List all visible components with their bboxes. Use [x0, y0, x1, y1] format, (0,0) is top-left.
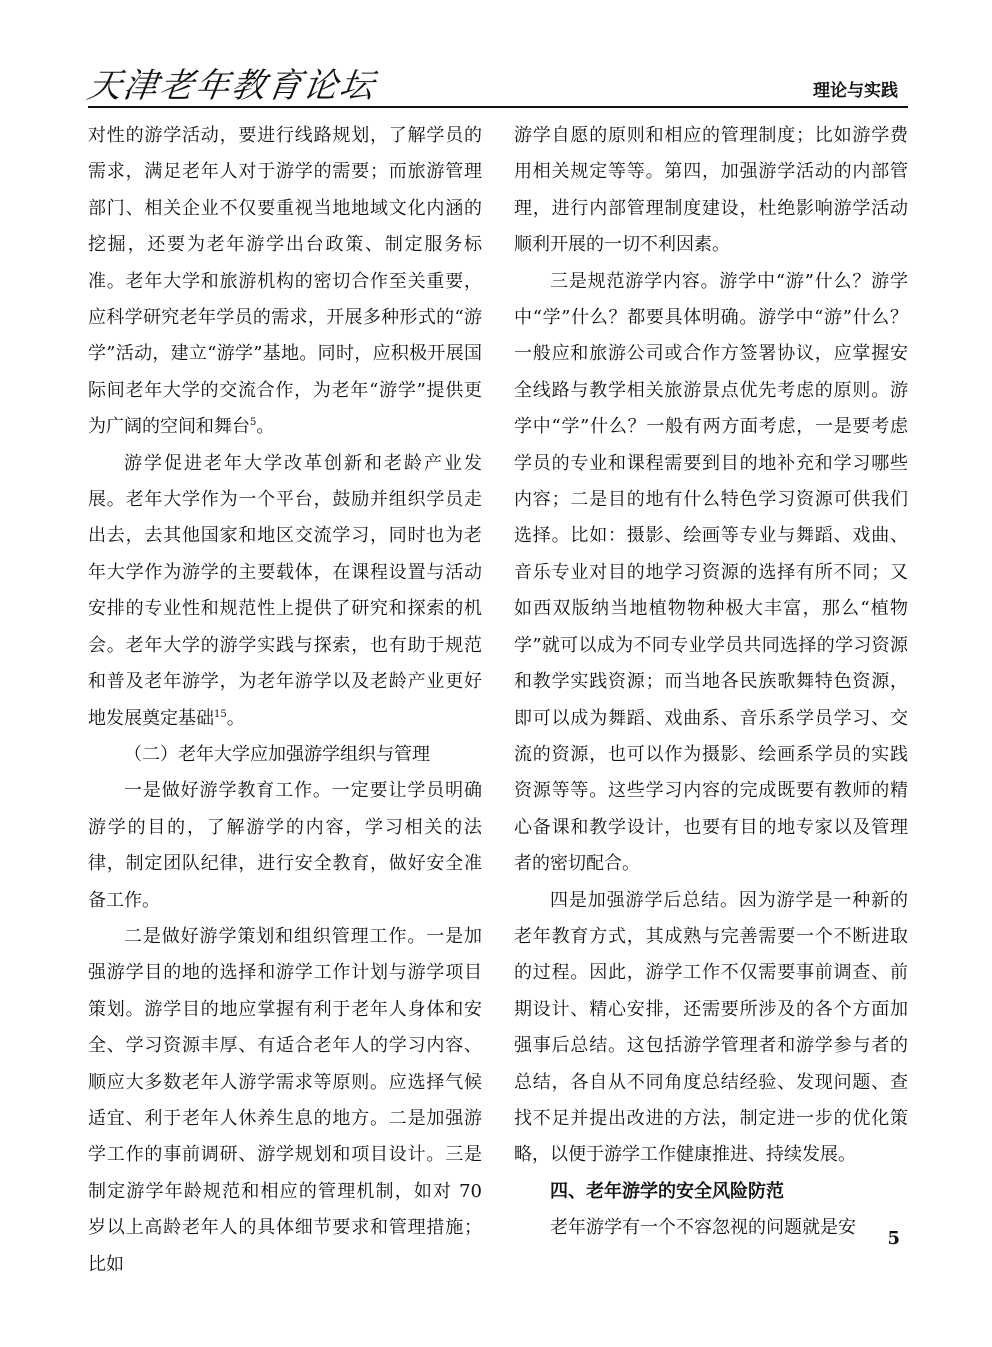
citation-superscript: 15	[214, 708, 227, 720]
left-column	[88, 118, 482, 1283]
paragraph: 游学自愿的原则和相应的管理制度；比如游学费用相关规定等等。第四，加强游学活动的内部管理，进行内部管理制度建设，杜绝影响游学活动顺利开展的一切不利因素。	[514, 125, 908, 256]
paragraph: 对性的游学活动，要进行线路规划，了解学员的需求，满足老年人对于游学的需要；而旅游管理部门、相关企业不仅要重视当地地域文化内涵的挖掘，还要为老年游学出台政策、制定服务标准。老年大学和旅游机构的密切合作至关重要，应科学研究老年学员的需求，开展多种形式的“游学”活动，建立“游学”基地。同时，应积极开展国际间老年大学的交流合作，为老年“游学”提供更为广阔的空间和舞台$^5$。	[88, 125, 482, 438]
paragraph: 游学促进老年大学改革创新和老龄产业发展。老年大学作为一个平台，鼓励并组织学员走出去，去其他国家和地区交流学习，同时也为老年大学作为游学的主要载体，在课程设置与活动安排的专业性和规范性上提供了研究和探索的机会。老年大学的游学实践与探索，也有助于规范和普及老年游学，为老年游学以及老龄产业更好地发展奠定基础$^{15}$。	[88, 452, 482, 729]
section-label: 理论与实践	[813, 81, 898, 101]
header-rule	[88, 106, 908, 108]
paragraph: 二是做好游学策划和组织管理工作。一是加强游学目的地的选择和游学工作计划与游学项目策划。游学目的地应掌握有利于老年人身体和安全、学习资源丰厚、有适合老年人的学习内容、顺应大多数老年人游学需求等原则。应选择气候适宜、利于老年人休养生息的地方。二是加强游学工作的事前调研、游学规划和项目设计。三是制定游学年龄规范和相应的管理机制，如对 70 岁以上高龄老年人的具体细节要求和管理措施；比如	[88, 925, 482, 1275]
section-heading: 四、老年游学的安全风险防范	[550, 1180, 784, 1202]
paragraph: 老年游学有一个不容忽视的问题就是安	[550, 1217, 856, 1239]
paragraph: 一是做好游学教育工作。一定要让学员明确游学的目的，了解游学的内容，学习相关的法律，制定团队纪律，进行安全教育，做好安全准备工作。	[88, 780, 482, 911]
subsection-heading: （二）老年大学应加强游学组织与管理	[124, 743, 430, 765]
journal-masthead: 天津老年教育论坛	[84, 66, 379, 106]
page-number: 5	[887, 1228, 900, 1249]
paragraph: 四是加强游学后总结。因为游学是一种新的老年教育方式，其成熟与完善需要一个不断进取的过程。因此，游学工作不仅需要事前调查、前期设计、精心安排，还需要所涉及的各个方面加强事后总结。这包括游学管理者和游学参与者的总结，各自从不同角度总结经验、发现问题、查找不足并提出改进的方法，制定进一步的优化策略，以便于游学工作健康推进、持续发展。	[514, 889, 908, 1166]
paragraph: 三是规范游学内容。游学中“游”什么？游学中“学”什么？都要具体明确。游学中“游”什么？一般应和旅游公司或合作方签署协议，应掌握安全线路与教学相关旅游景点优先考虑的原则。游学中“学”什么？一般有两方面考虑，一是要考虑学员的专业和课程需要到目的地补充和学习哪些内容；二是目的地有什么特色学习资源可供我们选择。比如：摄影、绘画等专业与舞蹈、戏曲、音乐专业对目的地学习资源的选择有所不同；又如西双版纳当地植物物种极大丰富，那么“植物学”就可以成为不同专业学员共同选择的学习资源和教学实践资源；而当地各民族歌舞特色资源，即可以成为舞蹈、戏曲系、音乐系学员学习、交流的资源，也可以作为摄影、绘画系学员的实践资源等等。这些学习内容的完成既要有教师的精心备课和教学设计，也要有目的地专家以及管理者的密切配合。	[514, 270, 908, 875]
right-column	[514, 118, 908, 1247]
citation-superscript: 5	[250, 417, 257, 429]
